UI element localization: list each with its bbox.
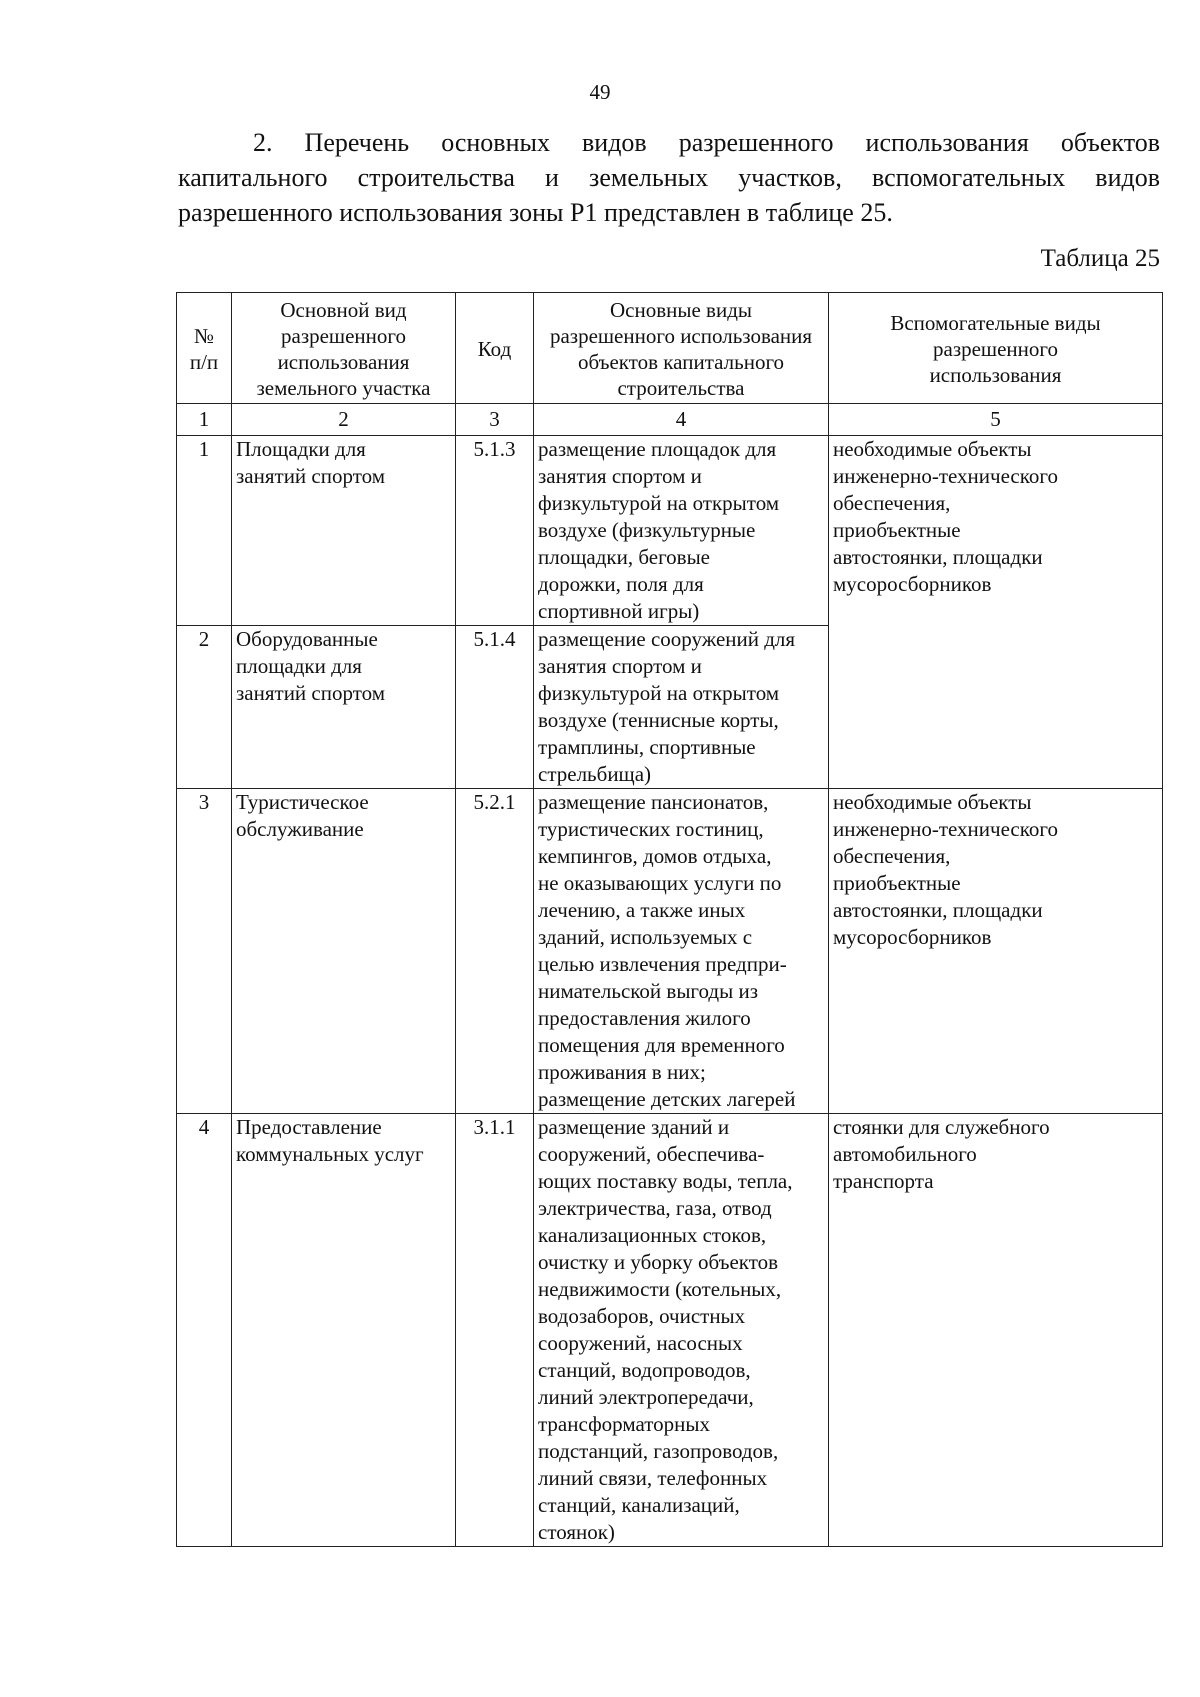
column-number: 5: [829, 404, 1163, 436]
row-number: 4: [177, 1114, 232, 1547]
header-capital-uses: Основные виды разрешенного использования объектов капитального строительства: [534, 293, 829, 404]
capital-uses-cell: размещение сооружений для занятия спортом и физкультурой на открытом воздухе (теннисные корты, трамплины, спортивные стрельбища): [534, 626, 829, 789]
capital-uses-cell: размещение пансионатов, туристических гостиниц, кемпингов, домов отдыха, не оказывающих услуги по лечению, а также иных зданий, используемых с целью извлечения предпри- нимательской выгоды из предоставления жилого помещения для временного проживания в них; размещение детских лагерей: [534, 789, 829, 1114]
header-num: № п/п: [177, 293, 232, 404]
column-number: 4: [534, 404, 829, 436]
land-use-cell: Предоставление коммунальных услуг: [232, 1114, 456, 1547]
column-number-row: [177, 404, 1163, 436]
intro-paragraph: 2. Перечень основных видов разрешенного использования объектов капитального строительства и земельных участков, вспомогательных видов разрешенного использования зоны Р1 представлен в таблице 25.: [178, 128, 1160, 227]
land-use-cell: Площадки для занятий спортом: [232, 436, 456, 626]
land-use-cell: Туристическое обслуживание: [232, 789, 456, 1114]
auxiliary-uses-cell: необходимые объекты инженерно-технического обеспечения, приобъектные автостоянки, площадки мусоросборников: [829, 436, 1163, 789]
table-caption: Таблица 25: [1040, 245, 1160, 272]
land-use-cell: Оборудованные площадки для занятий спортом: [232, 626, 456, 789]
code-cell: 5.1.3: [456, 436, 534, 626]
table-header-row: [177, 293, 1163, 404]
zoning-table: [176, 292, 1163, 1547]
header-auxiliary-uses: Вспомогательные виды разрешенного использования: [829, 293, 1163, 404]
code-cell: 5.1.4: [456, 626, 534, 789]
header-code: Код: [456, 293, 534, 404]
auxiliary-uses-cell: необходимые объекты инженерно-технического обеспечения, приобъектные автостоянки, площадки мусоросборников: [829, 789, 1163, 1114]
code-cell: 3.1.1: [456, 1114, 534, 1547]
capital-uses-cell: размещение зданий и сооружений, обеспечива- ющих поставку воды, тепла, электричества, газа, отвод канализационных стоков, очистку и уборку объектов недвижимости (котельных, водозаборов, очистных сооружений, насосных станций, водопроводов, линий электропередачи, трансформаторных подстанций, газопроводов, линий связи, телефонных станций, канализаций, стоянок): [534, 1114, 829, 1547]
page-number: 49: [589, 80, 611, 104]
row-number: 1: [177, 436, 232, 626]
row-number: 2: [177, 626, 232, 789]
column-number: 1: [177, 404, 232, 436]
column-number: 2: [232, 404, 456, 436]
code-cell: 5.2.1: [456, 789, 534, 1114]
capital-uses-cell: размещение площадок для занятия спортом и физкультурой на открытом воздухе (физкультурные площадки, беговые дорожки, поля для спортивной игры): [534, 436, 829, 626]
header-land-use: Основной вид разрешенного использования земельного участка: [232, 293, 456, 404]
table-row: [177, 436, 1163, 626]
table-row: [177, 1114, 1163, 1547]
row-number: 3: [177, 789, 232, 1114]
auxiliary-uses-cell: стоянки для служебного автомобильного транспорта: [829, 1114, 1163, 1547]
column-number: 3: [456, 404, 534, 436]
table-row: [177, 789, 1163, 1114]
